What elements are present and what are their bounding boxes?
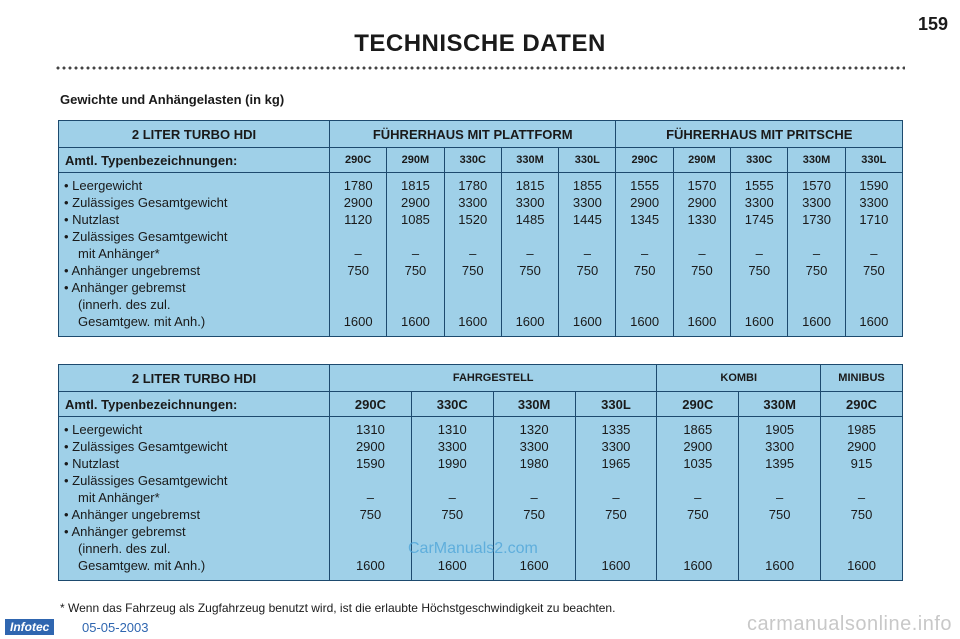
cell-value: 1600 (355, 558, 385, 573)
type-code: 290M (387, 148, 444, 173)
cell-value: 1590 (859, 178, 889, 193)
cell-value: 3300 (765, 439, 795, 454)
watermark: CarManuals2.com (408, 540, 538, 557)
cell-value: 1395 (765, 456, 795, 471)
cell-value: 750 (519, 263, 541, 278)
cell-value: 1980 (519, 456, 549, 471)
cell-value: 1965 (601, 456, 631, 471)
cell-value: 750 (850, 507, 873, 522)
cell-value: 1310 (437, 422, 467, 437)
cell-value: 1600 (847, 558, 876, 573)
cell-value: – (694, 490, 702, 505)
type-code: 330M (788, 148, 845, 173)
cell-value: 1120 (344, 212, 373, 227)
row-label: • Leergewicht (64, 178, 143, 193)
cell-value: 750 (748, 263, 771, 278)
cell-value: 750 (461, 263, 484, 278)
row-label: • Nutzlast (64, 456, 120, 471)
cell-value: 750 (768, 507, 791, 522)
cell-value: – (583, 246, 591, 261)
cell-value: 1320 (519, 422, 549, 437)
cell-value: – (641, 246, 649, 261)
value-column (731, 173, 788, 337)
value-column (673, 173, 730, 337)
cell-value: 3300 (437, 439, 467, 454)
group-header-plattform: FÜHRERHAUS MIT PLATTFORM (330, 121, 616, 148)
type-code: 330L (845, 148, 902, 173)
group-header-pritsche: FÜHRERHAUS MIT PRITSCHE (616, 121, 903, 148)
cell-value: 750 (347, 263, 369, 278)
cell-value: 1710 (859, 212, 889, 227)
cell-value: 1855 (572, 178, 602, 193)
cell-value: 1600 (519, 558, 549, 573)
cell-value: 1085 (400, 212, 430, 227)
cell-value: 1600 (400, 314, 430, 329)
table-header-row (59, 365, 903, 392)
row-label: • Nutzlast (64, 212, 120, 227)
cell-value: 1600 (343, 314, 373, 329)
type-code: 330L (559, 148, 616, 173)
cell-value: 3300 (859, 195, 889, 210)
cell-value: 750 (576, 263, 599, 278)
footer-date: 05-05-2003 (82, 620, 149, 635)
row-label: • Anhänger gebremst (64, 280, 186, 295)
cell-value: 1600 (859, 314, 889, 329)
cell-value: 1600 (601, 558, 631, 573)
table-header-row (59, 121, 903, 148)
value-column (845, 173, 902, 337)
type-code: 330M (493, 392, 575, 417)
cell-value: – (469, 246, 477, 261)
page-title: TECHNISCHE DATEN (354, 30, 606, 57)
cell-value: – (870, 246, 878, 261)
cell-value: 1590 (355, 456, 385, 471)
cell-value: 750 (862, 263, 885, 278)
cell-value: 750 (404, 263, 427, 278)
cell-value: 1600 (572, 314, 602, 329)
type-code: 330C (444, 148, 501, 173)
cell-value: – (812, 246, 821, 261)
type-code: 330L (575, 392, 657, 417)
brand-watermark: carmanualsonline.info (746, 613, 952, 635)
cell-value: – (526, 246, 534, 261)
cell-value: 750 (605, 507, 627, 522)
cell-value: – (354, 246, 362, 261)
cell-value: 1600 (683, 558, 713, 573)
cell-value: 750 (441, 507, 464, 522)
value-column (788, 173, 845, 337)
cell-value: 2900 (400, 195, 430, 210)
cell-value: 1730 (802, 212, 831, 227)
value-column (330, 173, 387, 337)
cell-value: 1905 (765, 422, 795, 437)
cell-value: 3300 (601, 439, 631, 454)
value-column (444, 173, 501, 337)
cell-value: 1600 (458, 314, 488, 329)
type-designation-row (59, 148, 903, 173)
infotec-logo: Infotec (5, 619, 54, 635)
cell-value: 1600 (515, 314, 545, 329)
type-designation-label: Amtl. Typenbezeichnungen: (59, 392, 330, 417)
type-designation-label: Amtl. Typenbezeichnungen: (59, 148, 330, 173)
cell-value: 1445 (572, 212, 602, 227)
row-label: (innerh. des zul. (78, 297, 171, 312)
row-label: • Leergewicht (64, 422, 143, 437)
footnote: * Wenn das Fahrzeug als Zugfahrzeug benutzt wird, ist die erlaubte Höchstgeschwindigkeit zu beachten. (60, 601, 616, 615)
row-label: Gesamtgew. mit Anh.) (78, 558, 206, 573)
cell-value: 3300 (519, 439, 549, 454)
type-code: 290C (821, 392, 903, 417)
cell-value: 3300 (802, 195, 831, 210)
cell-value: 2900 (847, 439, 876, 454)
row-labels (59, 173, 330, 337)
cell-value: 1330 (687, 212, 717, 227)
cell-value: 1035 (683, 456, 713, 471)
cell-value: – (857, 490, 866, 505)
cell-value: 1570 (802, 178, 831, 193)
cell-value: 2900 (683, 439, 713, 454)
cell-value: 1555 (630, 178, 660, 193)
cell-value: 1555 (744, 178, 774, 193)
cell-value: 1600 (744, 314, 774, 329)
row-label: • Zulässiges Gesamtgewicht (64, 195, 228, 210)
cell-value: 750 (633, 263, 656, 278)
row-label: Gesamtgew. mit Anh.) (78, 314, 206, 329)
cell-value: 750 (359, 507, 382, 522)
type-code: 290C (657, 392, 739, 417)
row-label: (innerh. des zul. (78, 541, 171, 556)
value-column (330, 417, 412, 581)
value-column (575, 417, 657, 581)
weights-table-platform-pritsche (58, 120, 903, 337)
cell-value: 3300 (572, 195, 602, 210)
cell-value: 3300 (458, 195, 488, 210)
row-labels (59, 417, 330, 581)
values-body (59, 173, 903, 337)
cell-value: 750 (805, 263, 828, 278)
type-code: 330M (739, 392, 821, 417)
footer (0, 613, 960, 637)
cell-value: – (411, 246, 420, 261)
cell-value: 2900 (343, 195, 373, 210)
cell-value: 1570 (687, 178, 717, 193)
cell-value: – (448, 490, 456, 505)
cell-value: 3300 (515, 195, 545, 210)
row-label: mit Anhänger* (78, 246, 160, 261)
cell-value: 2900 (355, 439, 385, 454)
cell-value: – (755, 246, 763, 261)
cell-value: 1815 (400, 178, 430, 193)
cell-value: 1600 (765, 558, 795, 573)
group-header-minibus: MINIBUS (821, 365, 903, 392)
value-column (739, 417, 821, 581)
cell-value: 1600 (437, 558, 467, 573)
cell-value: 1600 (802, 314, 831, 329)
row-label: mit Anhänger* (78, 490, 160, 505)
value-column (501, 173, 558, 337)
cell-value: – (366, 490, 375, 505)
cell-value: 750 (686, 507, 709, 522)
cell-value: 915 (850, 456, 873, 471)
row-label: • Zulässiges Gesamtgewicht (64, 439, 228, 454)
cell-value: 2900 (687, 195, 717, 210)
row-label: • Anhänger gebremst (64, 524, 186, 539)
cell-value: 750 (691, 263, 713, 278)
type-code: 290M (673, 148, 730, 173)
cell-value: 1815 (515, 178, 545, 193)
type-code: 330M (501, 148, 558, 173)
page-number: 159 (917, 14, 948, 34)
dotted-divider (55, 65, 905, 71)
cell-value: 1600 (687, 314, 717, 329)
cell-value: – (530, 490, 538, 505)
cell-value: 2900 (630, 195, 660, 210)
type-code: 290C (330, 148, 387, 173)
row-label: • Anhänger ungebremst (64, 263, 201, 278)
cell-value: – (612, 490, 620, 505)
group-header-kombi: KOMBI (657, 365, 821, 392)
cell-value: – (776, 490, 784, 505)
section-title: Gewichte und Anhängelasten (in kg) (60, 92, 285, 107)
type-designation-row (59, 392, 903, 417)
type-code: 290C (616, 148, 673, 173)
row-label: • Zulässiges Gesamtgewicht (64, 473, 228, 488)
group-header-fahrgestell: FAHRGESTELL (330, 365, 657, 392)
cell-value: 1780 (343, 178, 373, 193)
value-column (657, 417, 739, 581)
cell-value: 1865 (683, 422, 713, 437)
model-header: 2 LITER TURBO HDI (59, 121, 330, 148)
cell-value: 1780 (458, 178, 488, 193)
value-column (616, 173, 673, 337)
type-code: 290C (330, 392, 412, 417)
value-column (821, 417, 903, 581)
type-code: 330C (731, 148, 788, 173)
cell-value: 3300 (744, 195, 774, 210)
cell-value: 1345 (630, 212, 660, 227)
row-label: • Zulässiges Gesamtgewicht (64, 229, 228, 244)
cell-value: 1745 (744, 212, 774, 227)
cell-value: – (698, 246, 706, 261)
type-code: 330C (411, 392, 493, 417)
cell-value: 1335 (601, 422, 631, 437)
cell-value: 1485 (515, 212, 545, 227)
cell-value: 1600 (630, 314, 660, 329)
cell-value: 750 (523, 507, 545, 522)
value-column (559, 173, 616, 337)
cell-value: 1520 (458, 212, 488, 227)
model-header: 2 LITER TURBO HDI (59, 365, 330, 392)
cell-value: 1310 (355, 422, 385, 437)
row-label: • Anhänger ungebremst (64, 507, 201, 522)
cell-value: 1990 (437, 456, 467, 471)
value-column (387, 173, 444, 337)
cell-value: 1985 (847, 422, 876, 437)
